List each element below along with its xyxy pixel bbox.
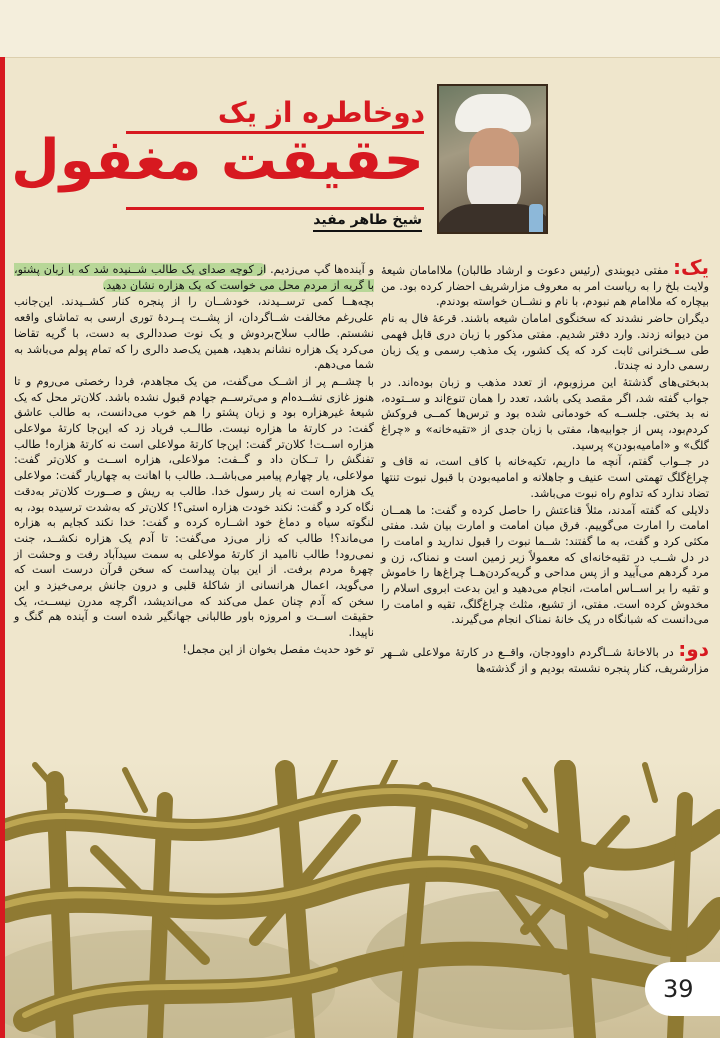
top-margin-band xyxy=(0,0,720,58)
author-portrait xyxy=(437,84,548,234)
paragraph-text: در بالاخانهٔ شــاگردم داوودجان، واقــع در کارتهٔ مولاعلی شــهر مزارشریف، کنار پنجره نشسته بودیم و از گذشته‌ها xyxy=(381,646,709,675)
paragraph xyxy=(381,637,709,676)
paragraph: بدبختی‌های گذشتهٔ این مرزوبوم، از تعدد مذهب و زبان بوده‌اند. در جواب گفته شد، اگر مقصد یکی باشد، تعدد را همان تنوع‌اند و ســتوده، نه بد بختی. جلســه که خودمانی شده بود و ترس‌ها کمــی فروکش کردم‌بود، پس از جوابیه‌ها، مفتی با زبان جدی از «تقیه‌خانه» و «چراغ گلگ» و «امامیه‌بودن» پرسید. xyxy=(381,375,709,452)
left-text-column xyxy=(14,262,374,659)
section-marker-two: دو: xyxy=(678,637,709,662)
paragraph: بچه‌هــا کمی ترســیدند، خودشــان را از پنجره کنار کشــیدند. این‌جانب علی‌رغم مخالفت شــاگردان، از پشــت پــردهٔ توری ارسی به تماشای واقعه نشستم. طالب سلاح‌بردوش و یک نوت صددالری به دست، با گریه تقاضا می‌کرد یک هزاره نشانم بدهید، همین یک‌صد دالری را که تمام پولم می‌باشد به شما می‌دهم. xyxy=(14,295,374,372)
title-bottom-rule xyxy=(126,207,424,210)
paragraph: دیگران حاضر نشدند که سخنگوی امامان شیعه باشند. قرعهٔ فال به نام من دیوانه زدند. وارد دفتر شدیم. مفتی مذکور با زبان دری قابل فهمی طی ســخنرانی ثابت کرد که یک کشور، یک مذهب رسمی و یک زبان رسمی دارد نه چندتا. xyxy=(381,312,709,373)
author-byline: شیخ طاهر مفید xyxy=(313,212,422,232)
paragraph: با چشــم پر از اشــک می‌گفت، من یک مجاهدم، فردا رخصتی می‌روم و تا هنوز غازی نشــده‌ام و می‌ترســم جهادم قبول نشده باشد. کلان‌تر محل که یک شیعهٔ غیرهزاره بود و زبان پشتو را هم خوب می‌دانست، به طالب عاشق گفت: در کارتهٔ ما هزاره نیست. طالــب فریاد زد که این‌جا کارتهٔ مولاعلی هزاره اســت! کلان‌تر گفت: این‌جا کارتهٔ مولاعلی است نه کارتهٔ هزاره! طالب تفنگش را تــکان داد و گــفت: مولاعلی، هزاره اســت و کلان‌تر گفت: مولاعلی، یار چهارم پیامبر می‌باشــد. طالب با اهانت به چهاریار گفت: مولاعلی یک هزاره است نه یار رسول خدا. طالب به ریش و صــورت کلان‌تر به‌دقت نگاه کرد و گفت: نکند خودت هزاره استی؟! کلان‌تر که به‌شدت ترسیده بود، به لنگوته سیاه و دماغ خود اشــاره کرده و گفت: خدا نکند کجایم به هزاره می‌ماند؟! طالب که زار می‌زد می‌گفت: تا آدم یک هزاره نکشــد، جنت نمی‌رود! طالب ناامید از کارتهٔ مولاعلی به سمت سیدآباد رفت و وحشت از چهرهٔ مردم برفت. از این بیان پیداست که سخن قرآن درست است که می‌گوید، اعمال هرانسانی از شاکلهٔ قلبی و درون جانش برمی‌خیزد و این سخن که آدم چنان عمل می‌کند که می‌اندیشد، اگرچه مدرن نیســت، یک حقیقت اســت و امروزه باور طالبانی جهانگیر شده است و آینده هم گنگ و ناپیدا. xyxy=(14,374,374,640)
highlighted-passage: از کوچه صدای یک طالب شــنیده شد که با زبان پشتو، با گریه از مردم محل می خواست که یک هزاره نشان دهید. xyxy=(14,263,374,292)
paragraph: دلایلی که گفته آمدند، مثلاً قناعتش را حاصل کرده و گفت: ما همــان امامت را امارت می‌گوییم. فرق میان امامت و امارت بیان شد. مفتی مکثی کرد و گفت، به ما گفتند: شــما نبوت را قبول ندارید و امامت را در دل شــب در تقیه‌خانه‌ای که معمولاً زیر زمین است و نمناک، زن و مرد گردهم می‌آیید و از پس مداحی و گریه‌کردن‌هــا چراغ‌ها را خاموش و تقیه را بر اســاس امامت، انجام می‌دهید و این بدعت ابروی اسلام را مخدوش کرده است. مفتی، از تشیع، مثلث چراغ‌گلگ، تقیه و امامت را می‌دانست که شبانگاه در یک خانهٔ نمناک انجام می‌گیرند. xyxy=(381,503,709,627)
paragraph: تو خود حدیث مفصل بخوان از این مجمل! xyxy=(182,642,374,656)
portrait-turban xyxy=(455,94,531,132)
article-kicker: دوخاطره از یک xyxy=(217,96,425,129)
sculpture-photo xyxy=(5,760,720,1038)
page-number-badge: 39 xyxy=(645,962,720,1016)
portrait-water-bottle xyxy=(529,204,543,234)
section-marker-one: یک: xyxy=(673,255,709,279)
article-title: حقیقت مغفول xyxy=(11,128,424,193)
paragraph-text: و آینده‌ها گپ می‌زدیم. xyxy=(266,263,374,276)
paragraph xyxy=(14,262,374,293)
paragraph-text: مفتی دیوبندی (رئیس دعوت و ارشاد طالبان) ملاامامان شیعهٔ ولایت بلخ را به ریاست امر به معروف مزارشریف احضار کرده بود. من بیچاره که ملاامام هم نبودم، با نام و نشــان خواسته بودندم. xyxy=(381,264,709,309)
paragraph xyxy=(381,255,709,310)
right-text-column xyxy=(381,255,709,678)
paragraph: در جــواب گفتم، آنچه ما داریم، تکیه‌خانه با کاف است، نه قاف و چراغ‌گلگ تهمتی است عنیف و جاهلانه و امامیه‌بودن با قبول نبوت تنتها تضاد ندارد که تداوم راه نبوت می‌باشد. xyxy=(381,455,709,500)
